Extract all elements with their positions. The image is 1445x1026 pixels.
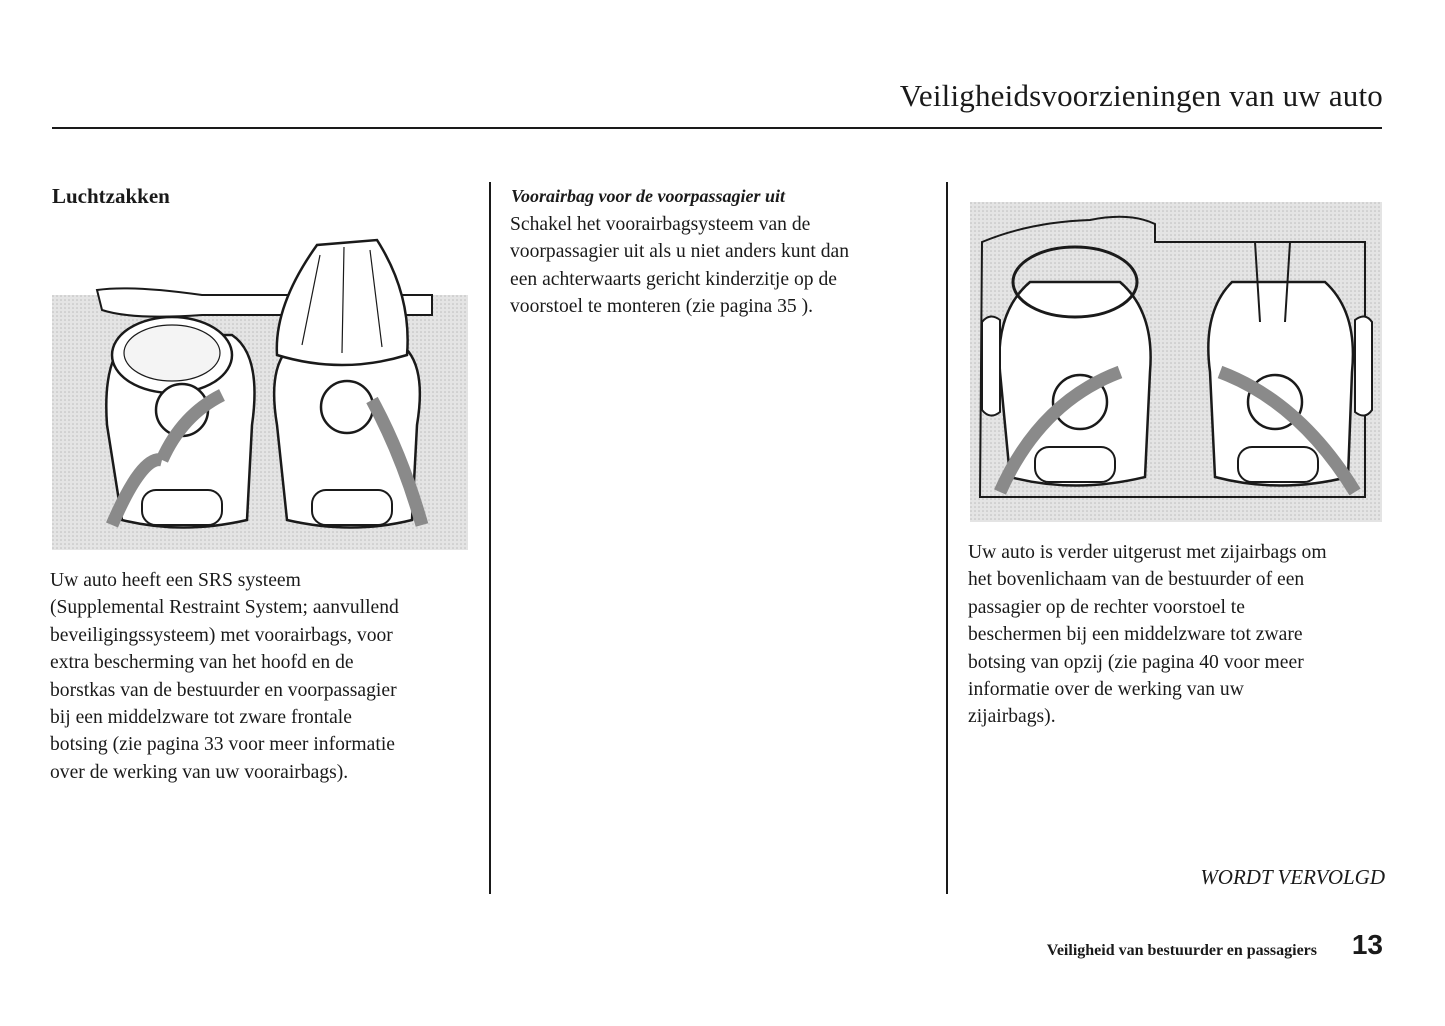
side-airbags-illustration xyxy=(970,202,1382,522)
side-airbags-description: Uw auto is verder uitgerust met zijairbags om het bovenlichaam van de bestuurder of een passagier op de rechter voorstoel te beschermen bij een middelzware tot zware botsing van opzij (zie pagina 40 voor meer informatie over de werking van uw zijairbags). xyxy=(968,542,1327,728)
page-number: 13 xyxy=(1351,929,1383,960)
header-rule xyxy=(52,127,1382,129)
column-divider-left xyxy=(489,182,491,894)
passenger-airbag-off-subheading: Voorairbag voor de voorpassagier uit xyxy=(511,186,786,206)
passenger-airbag-off-description: Schakel het voorairbagsysteem van de voorpassagier uit als u niet anders kunt dan een achterwaarts gericht kinderzitje op de voorstoel te monteren (zie pagina 35 ). xyxy=(510,214,849,318)
column-divider-right xyxy=(946,182,948,894)
front-airbags-illustration xyxy=(52,235,468,550)
footer-section-title: Veiligheid van bestuurder en passagiers xyxy=(1046,942,1317,959)
continued-label: WORDT VERVOLGD xyxy=(1200,865,1385,889)
front-airbags-description: Uw auto heeft een SRS systeem (Supplemental Restraint System; aanvullend beveiligingssysteem) met voorairbags, voor extra bescherming van het hoofd en de borstkas van de bestuurder en voorpassagier bij een middelzware tot zware frontale botsing (zie pagina 33 voor meer informatie over de werking van uw voorairbags). xyxy=(50,570,399,783)
page-title: Veiligheidsvoorzieningen van uw auto xyxy=(899,78,1383,113)
section-heading: Luchtzakken xyxy=(52,184,170,208)
